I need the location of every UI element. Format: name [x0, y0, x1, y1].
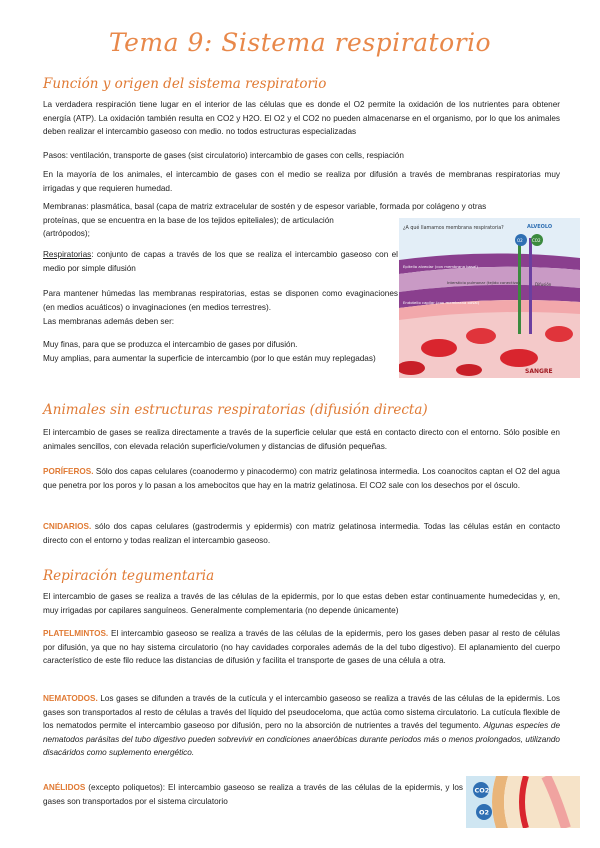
paragraph-nematodos — [43, 692, 560, 760]
figure-epitelio-label: Epitelio alveolar (con membrana basal) — [403, 264, 478, 269]
heading-funcion-origen: Función y origen del sistema respiratorio — [43, 76, 327, 92]
paragraph-poriferos — [43, 465, 560, 492]
membranas-text-3: (artrópodos); — [43, 229, 90, 239]
figure-difusion-label: Difusión — [535, 282, 552, 287]
heading-respiracion-tegumentaria: Repiración tegumentaria — [43, 568, 215, 584]
figure-alveolo-label: ALVEOLO — [527, 224, 553, 230]
paragraph-tegumentaria: El intercambio de gases se realiza a través de las células de la epidermis, por lo que estas deben estar continuamente humedecidas y, en, muy irrigadas por capilares sanguíneos. Generalmente complementaria (no depende únicamente) — [43, 592, 560, 615]
annelid-skin-figure — [466, 776, 580, 828]
paragraph-difusion-directa: El intercambio de gases se realiza directamente a través de la superficie celular que está en contacto directo con el entorno. Sólo posible en animales sencillos, con elevada relación superficie/volumen y distancias de difusión pequeñas. — [43, 428, 560, 451]
membranas-text-2: proteínas, que se encuentra en la base de los tejidos epiteliales); de articulación — [43, 215, 334, 225]
page-title: Tema 9: Sistema respiratorio — [108, 28, 492, 57]
anelidos-text: (excepto poliquetos): El intercambio gaseoso se realiza a través de las células de la epidermis, y los gases son transportados por el sistema circulatorio — [43, 783, 463, 806]
nematodos-italic: Algunas especies de nematodos parásitas del tubo digestivo pueden sobrevivir en condiciones anaeróbicas durante periodos más o menos prolongados, utilizando disacáridos como suplemento energético. — [43, 721, 560, 758]
membranas-text-1: Membranas: plasmática, basal (capa de matriz extracelular de sostén y de espesor variable, formada por colágeno y otras — [43, 202, 487, 211]
poriferos-text: Sólo dos capas celulares (coanodermo y pinacodermo) con matriz gelatinosa intermedia. Los coanocitos captan el O2 del agua que penetra por los poros y lo pasan a los amebocitos que hay en la matriz gelatinosa. El CO2 sale con los desechos por el ósculo. — [43, 467, 560, 490]
respiratorias-label: Respiratorias — [43, 250, 92, 259]
paragraph-platelmintos — [43, 627, 560, 668]
keyword-platelmintos: PLATELMINTOS. — [43, 629, 109, 638]
figure2-o2-label: O2 — [479, 808, 490, 817]
figure-endotelio-label: Endotelio capilar (con membrana basal) — [403, 300, 480, 305]
paragraph-respiratorias — [43, 248, 398, 275]
figure2-co2-label: CO2 — [474, 786, 490, 795]
keyword-nematodos: NEMATODOS. — [43, 694, 98, 703]
paragraph-ademas: Las membranas además deben ser: — [43, 317, 175, 326]
keyword-poriferos: PORÍFEROS. — [43, 467, 94, 476]
figure-sangre-label: SANGRE — [525, 368, 553, 375]
paragraph-difusion-membranas: En la mayoría de los animales, el intercambio de gases con el medio se realiza por difusión a través de membranas respiratorias muy irrigadas y que requieren humedad. — [43, 170, 560, 193]
keyword-cnidarios: CNIDARIOS. — [43, 522, 92, 531]
respiratorias-text: : conjunto de capas a través de los que se realiza el intercambio gaseoso con el medio por simple difusión — [43, 250, 398, 273]
figure-question: ¿A qué llamamos membrana respiratoria? — [403, 226, 504, 231]
respiratory-membrane-figure — [399, 218, 580, 378]
paragraph-muy-finas: Muy finas, para que se produzca el intercambio de gases por difusión. — [43, 340, 298, 349]
keyword-anelidos: ANÉLIDOS — [43, 783, 86, 792]
paragraph-humedas: Para mantener húmedas las membranas respiratorias, estas se disponen como evaginaciones (en medios acuáticos) o invaginaciones (en medios terrestres). — [43, 289, 398, 312]
heading-sin-estructuras: Animales sin estructuras respiratorias (difusión directa) — [43, 402, 428, 418]
nematodos-text: Los gases se difunden a través de la cutícula y el intercambio gaseoso se realiza a través de las células de la epidermis. Los gases son transportados al resto de células a través del líquido del pseudoceloma, que actúa como sistema circulatorio. La cutícula flexible de los nematodos permite el intercambio gaseoso por difusión, pero no la absorción de nutrientes a través del tegumento. — [43, 694, 560, 731]
figure-co2-label: CO2 — [532, 238, 541, 243]
paragraph-respiracion: La verdadera respiración tiene lugar en el interior de las células que es donde el O2 permite la oxidación de los nutrientes para obtener energía (ATP). La oxidación también resulta en CO2 y H2O. El O2 y el CO2 no pueden almacenarse en el organismo, por lo que los animales deben realizar el intercambio gaseoso con medio. no todos estructuras especializadas — [43, 100, 560, 137]
paragraph-anelidos — [43, 781, 463, 808]
paragraph-pasos: Pasos: ventilación, transporte de gases (sist circulatorio) intercambio de gases con cells, respiación — [43, 151, 404, 160]
platelmintos-text: El intercambio gaseoso se realiza a través de las células de la epidermis, pero los gases deben pasar al resto de células por difusión, ya que no hay sistema circulatorio (no hay cavidades corporales además de la del tubo digestivo). El aplanamiento del cuerpo característico de este filo reduce las distancias de difusión y facilita el transporte de gases de una célula a otra. — [43, 629, 560, 666]
figure-intersticio-label: Intersticio pulmonar (tejido conectivo) — [447, 280, 520, 285]
paragraph-cnidarios — [43, 520, 560, 547]
paragraph-muy-amplias: Muy amplias, para aumentar la superficie de intercambio (por lo que están muy replegadas) — [43, 354, 376, 363]
cnidarios-text: sólo dos capas celulares (gastrodermis y epidermis) con matriz gelatinosa intermedia. Todas las células están en contacto directo con el entorno y todas realizan el intercambio gaseoso. — [43, 522, 560, 545]
figure-o2-label: O2 — [517, 238, 523, 243]
